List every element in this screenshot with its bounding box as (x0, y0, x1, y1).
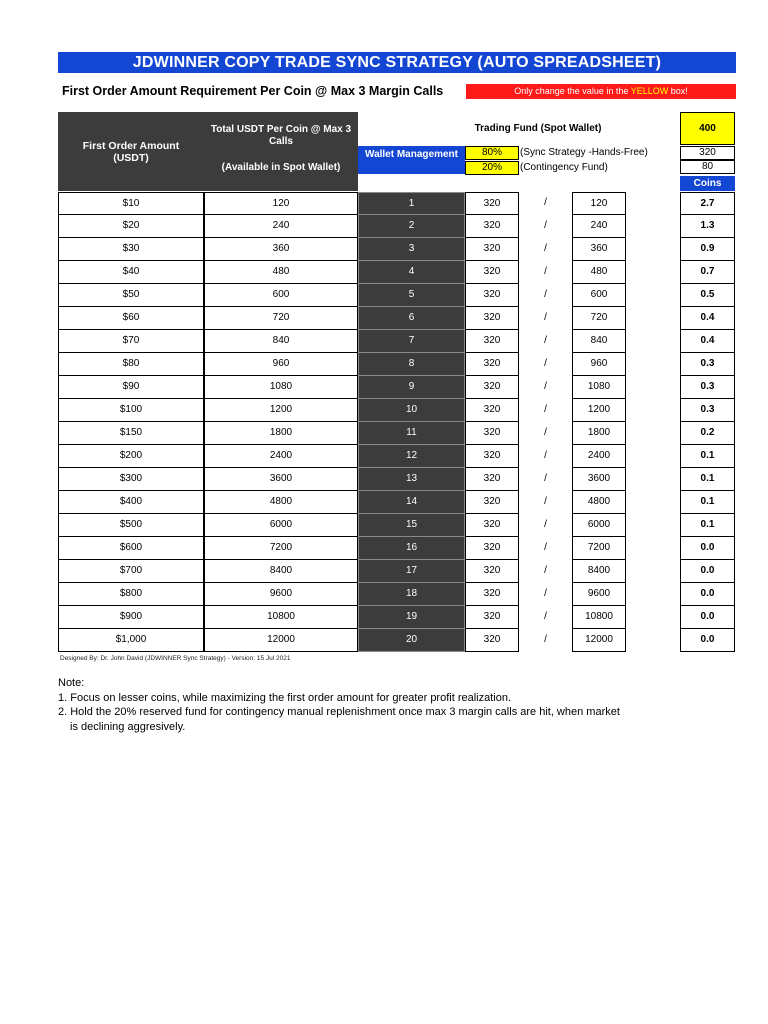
notes-section (58, 676, 698, 734)
coins-cell: 0.3 (680, 399, 735, 422)
sync-fund-cell: 320 (465, 560, 519, 583)
row-index-cell: 19 (358, 606, 465, 629)
divide-symbol: / (544, 611, 547, 622)
total-usdt-cell: 1800 (204, 422, 358, 445)
coins-cell: 1.3 (680, 215, 735, 238)
divide-symbol: / (544, 197, 547, 208)
note-item-2: 2. Hold the 20% reserved fund for contingency manual replenishment once max 3 margin calls are hit, when market (58, 706, 620, 718)
divisor-cell: 2400 (572, 445, 626, 468)
table-row (0, 376, 768, 399)
contingency-fund-label: (Contingency Fund) (520, 162, 608, 173)
row-index-cell: 18 (358, 583, 465, 606)
sync-strategy-value: 320 (680, 146, 735, 160)
total-usdt-cell: 960 (204, 353, 358, 376)
table-row (0, 537, 768, 560)
row-index-cell: 9 (358, 376, 465, 399)
total-usdt-cell: 240 (204, 215, 358, 238)
divide-symbol: / (544, 404, 547, 415)
row-index-cell: 6 (358, 307, 465, 330)
table-row (0, 284, 768, 307)
total-usdt-cell: 120 (204, 192, 358, 215)
note-item-1: 1. Focus on lesser coins, while maximizing the first order amount for greater profit realization. (58, 691, 512, 704)
divisor-cell: 7200 (572, 537, 626, 560)
warning-prefix: Only change the value in the (514, 86, 631, 96)
divisor-cell: 240 (572, 215, 626, 238)
table-row (0, 629, 768, 652)
total-usdt-cell: 7200 (204, 537, 358, 560)
sync-fund-cell: 320 (465, 468, 519, 491)
divisor-cell: 600 (572, 284, 626, 307)
sync-fund-cell: 320 (465, 422, 519, 445)
header-first-order-amount: First Order Amount (USDT) (58, 112, 204, 191)
sync-fund-cell: 320 (465, 215, 519, 238)
warning-highlight: YELLOW (630, 86, 669, 96)
first-order-amount-cell: $80 (58, 353, 204, 376)
divisor-cell: 1800 (572, 422, 626, 445)
divide-symbol: / (544, 289, 547, 300)
row-index-cell: 15 (358, 514, 465, 537)
row-index-cell: 13 (358, 468, 465, 491)
table-row (0, 261, 768, 284)
table-row (0, 468, 768, 491)
divisor-cell: 10800 (572, 606, 626, 629)
first-order-amount-cell: $10 (58, 192, 204, 215)
coins-cell: 0.1 (680, 445, 735, 468)
first-order-amount-cell: $150 (58, 422, 204, 445)
table-row (0, 422, 768, 445)
total-usdt-cell: 9600 (204, 583, 358, 606)
table-row (0, 192, 768, 215)
table-row (0, 583, 768, 606)
first-order-amount-cell: $1,000 (58, 629, 204, 652)
row-index-cell: 14 (358, 491, 465, 514)
divide-symbol: / (544, 450, 547, 461)
coins-cell: 0.1 (680, 491, 735, 514)
wallet-management-label: Wallet Management (358, 146, 465, 174)
coins-cell: 0.2 (680, 422, 735, 445)
coins-header: Coins (680, 176, 735, 191)
sync-fund-cell: 320 (465, 307, 519, 330)
total-usdt-cell: 1080 (204, 376, 358, 399)
coins-cell: 0.7 (680, 261, 735, 284)
total-usdt-cell: 12000 (204, 629, 358, 652)
total-usdt-cell: 10800 (204, 606, 358, 629)
table-row (0, 491, 768, 514)
coins-cell: 0.4 (680, 307, 735, 330)
first-order-amount-cell: $40 (58, 261, 204, 284)
divisor-cell: 4800 (572, 491, 626, 514)
row-index-cell: 16 (358, 537, 465, 560)
first-order-amount-cell: $300 (58, 468, 204, 491)
sync-fund-cell: 320 (465, 238, 519, 261)
first-order-amount-cell: $100 (58, 399, 204, 422)
divide-symbol: / (544, 634, 547, 645)
designed-by-credit: Designed By: Dr. John David (JDWINNER Sync Strategy) - Version: 15 Jul 2021 (60, 655, 291, 662)
divisor-cell: 120 (572, 192, 626, 215)
divisor-cell: 12000 (572, 629, 626, 652)
sheet-subtitle: First Order Amount Requirement Per Coin @ Max 3 Margin Calls (62, 84, 444, 98)
first-order-amount-cell: $400 (58, 491, 204, 514)
divide-symbol: / (544, 243, 547, 254)
row-index-cell: 10 (358, 399, 465, 422)
total-usdt-cell: 600 (204, 284, 358, 307)
sync-fund-cell: 320 (465, 514, 519, 537)
header-total-usdt (204, 112, 358, 191)
divisor-cell: 840 (572, 330, 626, 353)
row-index-cell: 12 (358, 445, 465, 468)
coins-cell: 0.9 (680, 238, 735, 261)
first-order-amount-cell: $70 (58, 330, 204, 353)
coins-cell: 0.0 (680, 583, 735, 606)
coins-cell: 0.0 (680, 629, 735, 652)
sheet-title: JDWINNER COPY TRADE SYNC STRATEGY (AUTO SPREADSHEET) (58, 52, 736, 73)
table-row (0, 215, 768, 238)
table-row (0, 330, 768, 353)
row-index-cell: 3 (358, 238, 465, 261)
table-row (0, 238, 768, 261)
row-index-cell: 7 (358, 330, 465, 353)
table-row (0, 606, 768, 629)
divisor-cell: 720 (572, 307, 626, 330)
total-usdt-cell: 840 (204, 330, 358, 353)
row-index-cell: 8 (358, 353, 465, 376)
total-usdt-cell: 360 (204, 238, 358, 261)
row-index-cell: 11 (358, 422, 465, 445)
total-usdt-cell: 4800 (204, 491, 358, 514)
divide-symbol: / (544, 358, 547, 369)
divisor-cell: 3600 (572, 468, 626, 491)
contingency-percent-input[interactable]: 20% (465, 161, 519, 175)
coins-cell: 0.4 (680, 330, 735, 353)
total-usdt-cell: 8400 (204, 560, 358, 583)
sync-fund-cell: 320 (465, 583, 519, 606)
sync-fund-cell: 320 (465, 284, 519, 307)
sync-fund-cell: 320 (465, 399, 519, 422)
first-order-amount-cell: $90 (58, 376, 204, 399)
divisor-cell: 6000 (572, 514, 626, 537)
first-order-amount-cell: $600 (58, 537, 204, 560)
first-order-amount-cell: $60 (58, 307, 204, 330)
row-index-cell: 1 (358, 192, 465, 215)
divide-symbol: / (544, 565, 547, 576)
divisor-cell: 960 (572, 353, 626, 376)
coins-cell: 0.0 (680, 606, 735, 629)
warning-box (466, 84, 736, 99)
contingency-fund-value: 80 (680, 160, 735, 174)
coins-cell: 0.0 (680, 537, 735, 560)
row-index-cell: 2 (358, 215, 465, 238)
divisor-cell: 360 (572, 238, 626, 261)
total-usdt-cell: 3600 (204, 468, 358, 491)
row-index-cell: 17 (358, 560, 465, 583)
table-row (0, 353, 768, 376)
divide-symbol: / (544, 473, 547, 484)
total-usdt-cell: 6000 (204, 514, 358, 537)
divide-symbol: / (544, 335, 547, 346)
table-row (0, 307, 768, 330)
note-item-2-cont: is declining aggresively. (70, 720, 186, 733)
divisor-cell: 9600 (572, 583, 626, 606)
sync-percent-input[interactable]: 80% (465, 146, 519, 160)
divide-symbol: / (544, 266, 547, 277)
sync-fund-cell: 320 (465, 353, 519, 376)
first-order-amount-cell: $50 (58, 284, 204, 307)
first-order-amount-cell: $200 (58, 445, 204, 468)
coins-cell: 0.5 (680, 284, 735, 307)
divisor-cell: 8400 (572, 560, 626, 583)
first-order-amount-cell: $500 (58, 514, 204, 537)
sync-fund-cell: 320 (465, 192, 519, 215)
divisor-cell: 1080 (572, 376, 626, 399)
total-usdt-cell: 720 (204, 307, 358, 330)
sync-fund-cell: 320 (465, 606, 519, 629)
divide-symbol: / (544, 519, 547, 530)
divide-symbol: / (544, 312, 547, 323)
row-index-cell: 5 (358, 284, 465, 307)
table-row (0, 399, 768, 422)
trading-fund-label: Trading Fund (Spot Wallet) (474, 123, 602, 134)
total-usdt-cell: 2400 (204, 445, 358, 468)
divide-symbol: / (544, 542, 547, 553)
header-total-usdt-label: Total USDT Per Coin @ Max 3 Calls (210, 124, 352, 147)
note-title: Note: (58, 677, 85, 689)
trading-fund-input[interactable]: 400 (680, 112, 735, 145)
coins-cell: 0.3 (680, 376, 735, 399)
first-order-amount-cell: $20 (58, 215, 204, 238)
divide-symbol: / (544, 381, 547, 392)
table-row (0, 560, 768, 583)
sync-fund-cell: 320 (465, 376, 519, 399)
divisor-cell: 1200 (572, 399, 626, 422)
sync-fund-cell: 320 (465, 491, 519, 514)
first-order-amount-cell: $700 (58, 560, 204, 583)
row-index-cell: 20 (358, 629, 465, 652)
divide-symbol: / (544, 588, 547, 599)
total-usdt-cell: 1200 (204, 399, 358, 422)
sync-fund-cell: 320 (465, 629, 519, 652)
coins-cell: 0.1 (680, 468, 735, 491)
coins-cell: 0.3 (680, 353, 735, 376)
total-usdt-cell: 480 (204, 261, 358, 284)
sync-fund-cell: 320 (465, 445, 519, 468)
header-available-label: (Available in Spot Wallet) (221, 162, 341, 173)
coins-cell: 0.0 (680, 560, 735, 583)
sync-fund-cell: 320 (465, 537, 519, 560)
divide-symbol: / (544, 496, 547, 507)
sync-fund-cell: 320 (465, 330, 519, 353)
divisor-cell: 480 (572, 261, 626, 284)
coins-cell: 0.1 (680, 514, 735, 537)
warning-suffix: box! (668, 86, 688, 96)
coins-cell: 2.7 (680, 192, 735, 215)
table-row (0, 514, 768, 537)
first-order-amount-cell: $900 (58, 606, 204, 629)
first-order-amount-cell: $800 (58, 583, 204, 606)
sync-fund-cell: 320 (465, 261, 519, 284)
divide-symbol: / (544, 427, 547, 438)
sync-strategy-label: (Sync Strategy -Hands-Free) (520, 147, 648, 158)
first-order-amount-cell: $30 (58, 238, 204, 261)
row-index-cell: 4 (358, 261, 465, 284)
divide-symbol: / (544, 220, 547, 231)
table-row (0, 445, 768, 468)
